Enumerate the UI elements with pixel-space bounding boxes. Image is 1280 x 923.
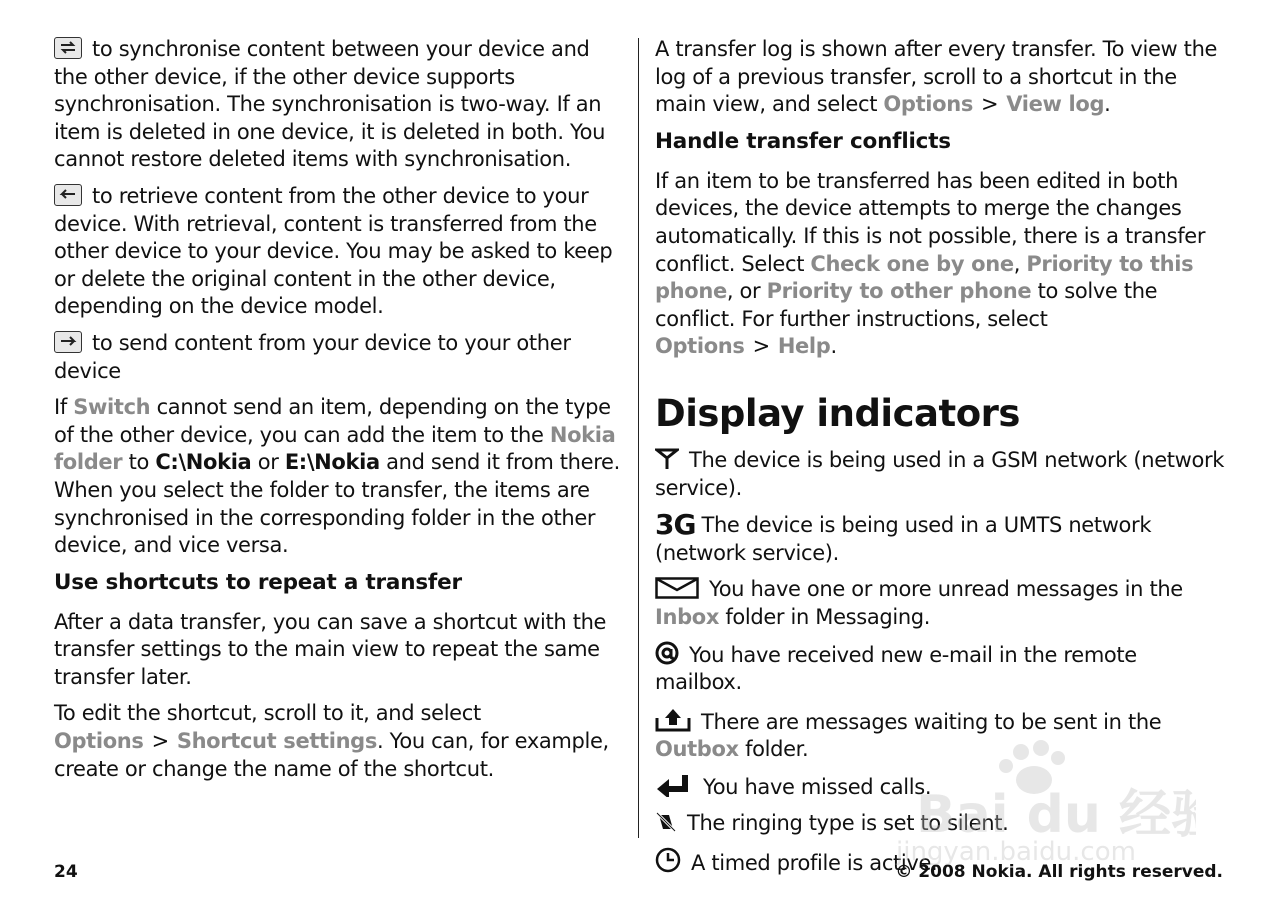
nokia-folder-link: Nokia folder xyxy=(54,422,616,475)
indicator-email: You have received new e-mail in the remote mailbox. xyxy=(655,642,1137,695)
left-column xyxy=(54,36,626,792)
missed-call-icon xyxy=(655,773,693,797)
indicator-gsm: The device is being used in a GSM network (network service). xyxy=(655,447,1225,500)
indicator-missed-calls: You have missed calls. xyxy=(655,773,1227,802)
sync-paragraph: to synchronise content between your device and the other device, if the other device supports synchronisation. The synchronisation is two-way. If an item is deleted in one device, it is deleted in both. You cannot restore deleted items with synchronisation. xyxy=(54,37,606,172)
indicator-3g: 3G The device is being used in a UMTS network (network service). xyxy=(655,508,1152,565)
options-link: Options xyxy=(54,729,144,754)
watermark-brand: Bai du 经验 xyxy=(916,785,1196,845)
watermark-url: jingyan.baidu.com xyxy=(896,837,1136,865)
path-e: E:\Nokia xyxy=(284,450,380,475)
send-icon xyxy=(54,331,82,353)
conflict-paragraph: If an item to be transferred has been edited in both devices, the device attempts to merge the changes automatically. If this is not possible, there is a transfer conflict. Select Check one by one, Priority to this phone, or Priority to other phone to solve the conflict. For further instructions, select Options > Help. xyxy=(655,168,1206,359)
clock-icon xyxy=(655,847,681,873)
right-column xyxy=(655,36,1227,887)
outbox-icon xyxy=(655,706,691,732)
options-link: Options xyxy=(655,334,745,359)
path-c: C:\Nokia xyxy=(155,450,252,475)
transfer-log-paragraph: A transfer log is shown after every transfer. To view the log of a previous transfer, scroll to a shortcut in the main view, and select Options > View log. xyxy=(655,37,1218,117)
shortcut-settings-link: Shortcut settings xyxy=(176,729,378,754)
shortcuts-heading: Use shortcuts to repeat a transfer xyxy=(54,569,462,595)
indicator-timed-profile: A timed profile is active. xyxy=(655,847,1227,878)
envelope-icon xyxy=(655,577,699,599)
shortcut-paragraph: After a data transfer, you can save a shortcut with the transfer settings to the main view to repeat the same transfer later. xyxy=(54,609,607,689)
inbox-link: Inbox xyxy=(655,604,720,629)
switch-paragraph: If Switch cannot send an item, depending on the type of the other device, you can add the item to the Nokia folder to C:\Nokia or E:\Nokia and send it from there. When you select the folder to transfer, the items are synchronised in the corresponding folder in the other device, and vice versa. xyxy=(54,395,620,558)
priority-other-link: Priority to other phone xyxy=(766,279,1032,304)
conflicts-heading: Handle transfer conflicts xyxy=(655,128,951,154)
page-number: 24 xyxy=(54,862,78,882)
indicator-message: You have one or more unread messages in the Inbox folder in Messaging. xyxy=(655,577,1183,629)
outbox-link: Outbox xyxy=(655,737,739,762)
column-divider xyxy=(638,38,639,838)
antenna-icon xyxy=(655,448,679,470)
copyright: © 2008 Nokia. All rights reserved. xyxy=(895,862,1223,882)
switch-link: Switch xyxy=(73,395,151,420)
indicator-silent: The ringing type is set to silent. xyxy=(655,810,1227,838)
view-log-link: View log xyxy=(1006,92,1105,117)
options-link: Options xyxy=(883,92,973,117)
3g-icon: 3G xyxy=(655,508,696,542)
display-indicators-heading: Display indicators xyxy=(655,391,1020,435)
retrieve-paragraph: to retrieve content from the other device to your device. With retrieval, content is transferred from the other device to your device. You may be asked to keep or delete the original content in the other device, depending on the device model. xyxy=(54,183,613,319)
edit-shortcut-paragraph: To edit the shortcut, scroll to it, and select Options > Shortcut settings. You can, for example, create or change the name of the shortcut. xyxy=(54,701,609,781)
at-sign-icon xyxy=(655,641,679,665)
help-link: Help xyxy=(777,334,831,359)
retrieve-icon xyxy=(54,184,82,206)
check-one-link: Check one by one xyxy=(810,251,1014,276)
synchronise-icon xyxy=(54,37,82,59)
priority-this-link: Priority to this phone xyxy=(655,251,1194,304)
send-paragraph: to send content from your device to your other device xyxy=(54,330,571,383)
silent-icon xyxy=(655,811,677,833)
indicator-outbox: There are messages waiting to be sent in the Outbox folder. xyxy=(655,706,1227,764)
